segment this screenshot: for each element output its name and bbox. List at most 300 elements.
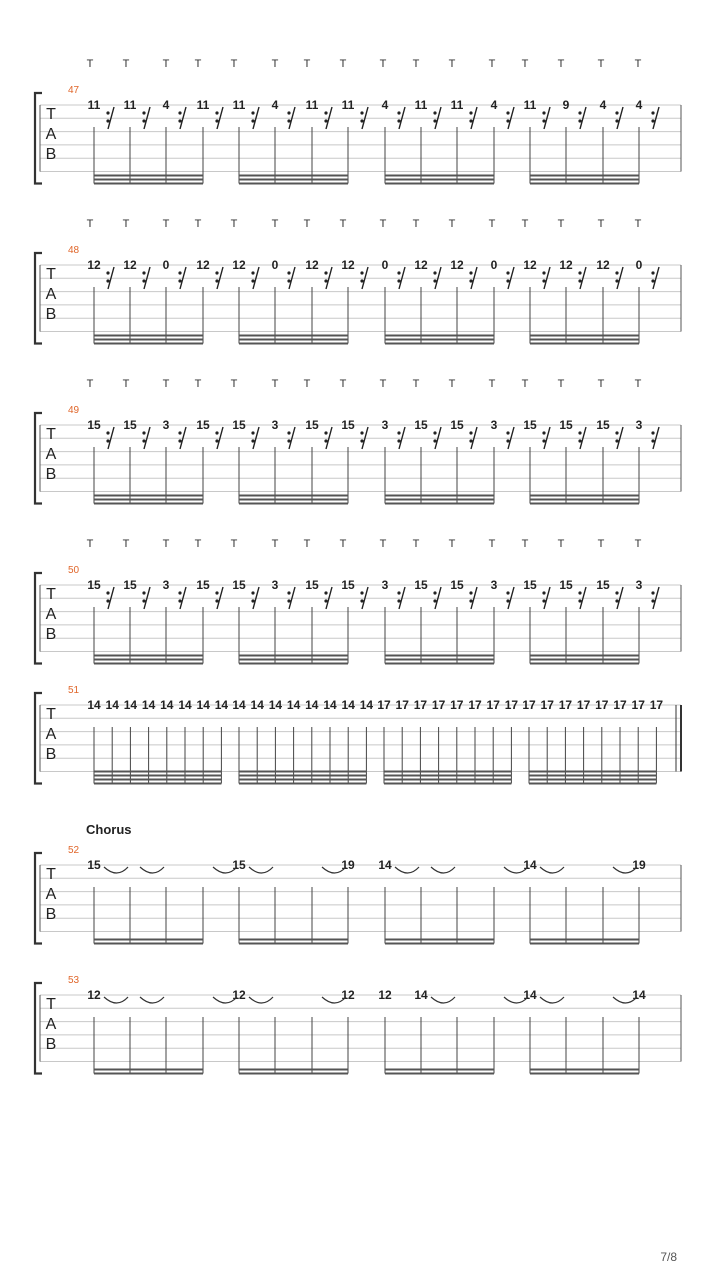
tab-clef-letter: A <box>45 286 57 303</box>
tap-marker: T <box>634 218 642 230</box>
tremolo-dot <box>615 431 618 434</box>
fret-number: 17 <box>613 698 627 712</box>
tap-marker: T <box>162 218 170 230</box>
tap-marker: T <box>597 58 605 70</box>
tap-marker: T <box>194 378 202 390</box>
tap-marker: T <box>557 538 565 550</box>
tremolo-dot <box>106 591 109 594</box>
tremolo-dot <box>287 431 290 434</box>
tap-marker: T <box>271 218 279 230</box>
tap-marker: T <box>271 538 279 550</box>
tap-marker: T <box>194 218 202 230</box>
tremolo-dot <box>397 271 400 274</box>
fret-number: 3 <box>162 578 170 592</box>
fret-number: 4 <box>381 98 389 112</box>
tremolo-dot <box>469 439 472 442</box>
tremolo-dot <box>615 119 618 122</box>
tremolo-dot <box>178 599 181 602</box>
system-bracket <box>35 573 42 664</box>
tremolo-dot <box>106 271 109 274</box>
tie-arc <box>431 867 455 873</box>
tie-arc <box>540 867 564 873</box>
tab-clef-letter: A <box>45 726 57 743</box>
tremolo-dot <box>578 599 581 602</box>
tremolo-dot <box>178 119 181 122</box>
tab-clef-letter: A <box>45 126 57 143</box>
fret-number: 14 <box>232 698 246 712</box>
fret-number: 14 <box>359 698 374 712</box>
tremolo-dot <box>651 271 654 274</box>
fret-number: 15 <box>414 418 428 432</box>
measure-number: 48 <box>68 245 80 256</box>
tap-marker: T <box>379 58 387 70</box>
fret-number: 17 <box>649 698 664 712</box>
fret-number: 14 <box>414 988 428 1002</box>
fret-number: 15 <box>87 418 101 432</box>
tab-clef-letter: T <box>46 996 56 1013</box>
fret-number: 15 <box>596 418 610 432</box>
tap-marker: T <box>557 58 565 70</box>
fret-number: 12 <box>523 258 537 272</box>
tap-marker: T <box>122 538 130 550</box>
tap-marker: T <box>122 378 130 390</box>
fret-number: 12 <box>196 258 210 272</box>
tremolo-dot <box>506 599 509 602</box>
tremolo-dot <box>178 439 181 442</box>
tremolo-dot <box>215 271 218 274</box>
tap-marker: T <box>303 58 311 70</box>
tremolo-dot <box>215 591 218 594</box>
fret-number: 14 <box>123 698 138 712</box>
tie-arc <box>104 997 128 1003</box>
fret-number: 17 <box>558 698 573 712</box>
fret-number: 15 <box>523 578 537 592</box>
measure-number: 50 <box>68 565 80 576</box>
tremolo-dot <box>324 431 327 434</box>
tremolo-dot <box>397 591 400 594</box>
fret-number: 14 <box>178 698 192 712</box>
tremolo-dot <box>251 111 254 114</box>
tremolo-dot <box>287 119 290 122</box>
tremolo-dot <box>542 431 545 434</box>
fret-number: 17 <box>431 698 446 712</box>
measure-number: 51 <box>68 685 80 696</box>
fret-number: 12 <box>341 988 355 1002</box>
tremolo-dot <box>433 439 436 442</box>
tap-marker: T <box>634 378 642 390</box>
fret-number: 15 <box>450 418 464 432</box>
tremolo-dot <box>324 599 327 602</box>
tap-marker: T <box>162 378 170 390</box>
tie-arc <box>104 867 128 873</box>
tremolo-dot <box>251 591 254 594</box>
fret-number: 12 <box>232 988 246 1002</box>
tremolo-dot <box>433 119 436 122</box>
tap-marker: T <box>230 218 238 230</box>
tremolo-dot <box>142 119 145 122</box>
fret-number: 4 <box>162 98 170 112</box>
fret-number: 11 <box>450 98 464 112</box>
tap-marker: T <box>379 538 387 550</box>
tremolo-dot <box>469 119 472 122</box>
tremolo-dot <box>178 111 181 114</box>
page-number: 7/8 <box>660 1250 677 1264</box>
tap-marker: T <box>194 538 202 550</box>
fret-number: 19 <box>632 858 646 872</box>
fret-number: 3 <box>271 578 279 592</box>
fret-number: 11 <box>87 98 101 112</box>
fret-number: 15 <box>123 578 137 592</box>
system-bracket <box>35 413 42 504</box>
fret-number: 12 <box>596 258 610 272</box>
tremolo-dot <box>287 271 290 274</box>
measure-number: 53 <box>68 975 80 986</box>
fret-number: 14 <box>105 698 119 712</box>
tremolo-dot <box>506 431 509 434</box>
tremolo-dot <box>651 591 654 594</box>
fret-number: 15 <box>196 578 210 592</box>
tap-marker: T <box>379 218 387 230</box>
tremolo-dot <box>578 119 581 122</box>
tremolo-dot <box>178 431 181 434</box>
tremolo-dot <box>651 279 654 282</box>
tremolo-dot <box>397 111 400 114</box>
tap-marker: T <box>634 538 642 550</box>
tab-clef-letter: T <box>46 106 56 123</box>
tremolo-dot <box>651 439 654 442</box>
tremolo-dot <box>469 431 472 434</box>
tremolo-dot <box>324 119 327 122</box>
fret-number: 12 <box>87 258 101 272</box>
tremolo-dot <box>433 599 436 602</box>
measure-number: 49 <box>68 405 80 416</box>
tremolo-dot <box>542 119 545 122</box>
fret-number: 0 <box>635 258 643 272</box>
tap-marker: T <box>448 218 456 230</box>
tap-marker: T <box>521 218 529 230</box>
tab-clef-letter: B <box>45 746 57 763</box>
tremolo-dot <box>324 111 327 114</box>
fret-number: 15 <box>232 418 246 432</box>
fret-number: 11 <box>232 98 246 112</box>
tap-marker: T <box>448 538 456 550</box>
tap-marker: T <box>162 58 170 70</box>
tap-marker: T <box>488 538 496 550</box>
tap-marker: T <box>448 58 456 70</box>
fret-number: 3 <box>635 578 643 592</box>
tremolo-dot <box>360 279 363 282</box>
tremolo-dot <box>106 119 109 122</box>
fret-number: 12 <box>378 988 392 1002</box>
tap-marker: T <box>412 378 420 390</box>
fret-number: 14 <box>323 698 337 712</box>
tap-marker: T <box>597 378 605 390</box>
tremolo-dot <box>542 279 545 282</box>
fret-number: 15 <box>305 578 319 592</box>
tremolo-dot <box>360 439 363 442</box>
tremolo-dot <box>469 279 472 282</box>
fret-number: 17 <box>486 698 500 712</box>
fret-number: 0 <box>162 258 170 272</box>
fret-number: 15 <box>341 418 355 432</box>
measure-number: 47 <box>68 85 80 96</box>
tap-marker: T <box>303 538 311 550</box>
fret-number: 11 <box>414 98 428 112</box>
tap-marker: T <box>339 378 347 390</box>
tremolo-dot <box>651 119 654 122</box>
fret-number: 11 <box>523 98 537 112</box>
fret-number: 11 <box>305 98 319 112</box>
tap-marker: T <box>412 58 420 70</box>
tremolo-dot <box>142 111 145 114</box>
tap-marker: T <box>271 58 279 70</box>
fret-number: 19 <box>341 858 355 872</box>
fret-number: 14 <box>305 698 319 712</box>
fret-number: 15 <box>232 858 246 872</box>
fret-number: 3 <box>635 418 643 432</box>
fret-number: 12 <box>232 258 246 272</box>
fret-number: 14 <box>378 858 392 872</box>
fret-number: 3 <box>162 418 170 432</box>
tremolo-dot <box>178 591 181 594</box>
tremolo-dot <box>324 591 327 594</box>
tap-marker: T <box>412 538 420 550</box>
fret-number: 12 <box>341 258 355 272</box>
fret-number: 3 <box>490 578 498 592</box>
tap-marker: T <box>122 58 130 70</box>
tremolo-dot <box>360 111 363 114</box>
fret-number: 14 <box>268 698 283 712</box>
tremolo-dot <box>397 439 400 442</box>
fret-number: 12 <box>450 258 464 272</box>
fret-number: 17 <box>540 698 554 712</box>
fret-number: 3 <box>490 418 498 432</box>
fret-number: 17 <box>468 698 482 712</box>
tremolo-dot <box>542 111 545 114</box>
tab-clef-letter: B <box>45 1036 57 1053</box>
system-bracket <box>35 253 42 344</box>
tremolo-dot <box>142 591 145 594</box>
tremolo-dot <box>215 111 218 114</box>
tremolo-dot <box>215 439 218 442</box>
fret-number: 12 <box>305 258 319 272</box>
fret-number: 14 <box>196 698 210 712</box>
fret-number: 4 <box>490 98 498 112</box>
tremolo-dot <box>106 439 109 442</box>
tremolo-dot <box>251 431 254 434</box>
tremolo-dot <box>469 591 472 594</box>
fret-number: 15 <box>232 578 246 592</box>
tap-marker: T <box>597 538 605 550</box>
tap-marker: T <box>521 58 529 70</box>
tremolo-dot <box>615 599 618 602</box>
tremolo-dot <box>433 431 436 434</box>
fret-number: 0 <box>271 258 279 272</box>
fret-number: 15 <box>450 578 464 592</box>
tap-marker: T <box>597 218 605 230</box>
tab-clef-letter: T <box>46 426 56 443</box>
tremolo-dot <box>469 599 472 602</box>
tremolo-dot <box>360 271 363 274</box>
tremolo-dot <box>542 271 545 274</box>
tap-marker: T <box>557 378 565 390</box>
fret-number: 15 <box>87 858 101 872</box>
tremolo-dot <box>142 271 145 274</box>
fret-number: 14 <box>286 698 301 712</box>
fret-number: 14 <box>87 698 101 712</box>
tap-marker: T <box>86 218 94 230</box>
tremolo-dot <box>178 271 181 274</box>
tremolo-dot <box>360 591 363 594</box>
fret-number: 17 <box>377 698 391 712</box>
tie-arc <box>140 997 164 1003</box>
tremolo-dot <box>542 439 545 442</box>
measure-number: 52 <box>68 845 80 856</box>
tap-marker: T <box>448 378 456 390</box>
tremolo-dot <box>469 111 472 114</box>
tap-marker: T <box>634 58 642 70</box>
fret-number: 14 <box>160 698 174 712</box>
tab-clef-letter: A <box>45 606 57 623</box>
tap-marker: T <box>162 538 170 550</box>
system-bracket <box>35 93 42 184</box>
fret-number: 15 <box>87 578 101 592</box>
fret-number: 17 <box>631 698 645 712</box>
fret-number: 12 <box>123 258 137 272</box>
tremolo-dot <box>433 591 436 594</box>
tremolo-dot <box>360 599 363 602</box>
tap-marker: T <box>557 218 565 230</box>
fret-number: 11 <box>196 98 210 112</box>
fret-number: 17 <box>595 698 609 712</box>
tap-marker: T <box>488 218 496 230</box>
tremolo-dot <box>287 279 290 282</box>
fret-number: 11 <box>123 98 137 112</box>
tremolo-dot <box>106 431 109 434</box>
tap-marker: T <box>339 218 347 230</box>
fret-number: 15 <box>196 418 210 432</box>
tap-marker: T <box>230 58 238 70</box>
section-label-chorus: Chorus <box>86 822 132 837</box>
tremolo-dot <box>578 439 581 442</box>
tap-marker: T <box>86 378 94 390</box>
fret-number: 14 <box>214 698 229 712</box>
tremolo-dot <box>397 431 400 434</box>
tremolo-dot <box>251 279 254 282</box>
tab-clef-letter: T <box>46 866 56 883</box>
tremolo-dot <box>142 279 145 282</box>
fret-number: 17 <box>413 698 428 712</box>
tap-marker: T <box>521 378 529 390</box>
tremolo-dot <box>215 279 218 282</box>
tab-clef-letter: B <box>45 626 57 643</box>
tremolo-dot <box>215 119 218 122</box>
tremolo-dot <box>506 591 509 594</box>
fret-number: 4 <box>271 98 279 112</box>
fret-number: 3 <box>381 578 389 592</box>
tremolo-dot <box>251 439 254 442</box>
tap-marker: T <box>271 378 279 390</box>
tremolo-dot <box>142 439 145 442</box>
tab-clef-letter: T <box>46 266 56 283</box>
tremolo-dot <box>433 271 436 274</box>
tremolo-dot <box>469 271 472 274</box>
tab-clef-letter: B <box>45 466 57 483</box>
fret-number: 15 <box>559 578 573 592</box>
tremolo-dot <box>542 591 545 594</box>
tab-clef-letter: T <box>46 586 56 603</box>
fret-number: 17 <box>504 698 519 712</box>
fret-number: 12 <box>559 258 573 272</box>
fret-number: 17 <box>450 698 464 712</box>
tremolo-dot <box>578 279 581 282</box>
tab-clef-letter: T <box>46 706 56 723</box>
fret-number: 12 <box>414 258 428 272</box>
fret-number: 11 <box>341 98 355 112</box>
tremolo-dot <box>178 279 181 282</box>
tie-arc <box>249 867 273 873</box>
fret-number: 15 <box>523 418 537 432</box>
tremolo-dot <box>578 271 581 274</box>
fret-number: 14 <box>141 698 156 712</box>
tremolo-dot <box>433 279 436 282</box>
tremolo-dot <box>397 599 400 602</box>
tremolo-dot <box>360 431 363 434</box>
tremolo-dot <box>506 111 509 114</box>
tab-clef-letter: B <box>45 306 57 323</box>
tremolo-dot <box>615 111 618 114</box>
tap-marker: T <box>122 218 130 230</box>
tremolo-dot <box>615 591 618 594</box>
tremolo-dot <box>287 599 290 602</box>
tap-marker: T <box>379 378 387 390</box>
fret-number: 15 <box>414 578 428 592</box>
tremolo-dot <box>615 279 618 282</box>
tremolo-dot <box>615 271 618 274</box>
fret-number: 17 <box>395 698 409 712</box>
tremolo-dot <box>615 439 618 442</box>
system-bracket <box>35 693 42 784</box>
tie-arc <box>140 867 164 873</box>
fret-number: 0 <box>490 258 498 272</box>
tremolo-dot <box>324 279 327 282</box>
tremolo-dot <box>215 431 218 434</box>
tremolo-dot <box>287 439 290 442</box>
tap-marker: T <box>230 378 238 390</box>
tap-marker: T <box>339 538 347 550</box>
tap-marker: T <box>339 58 347 70</box>
tremolo-dot <box>506 119 509 122</box>
tap-marker: T <box>86 538 94 550</box>
fret-number: 12 <box>87 988 101 1002</box>
system-bracket <box>35 983 42 1074</box>
tremolo-dot <box>506 271 509 274</box>
tremolo-dot <box>106 599 109 602</box>
fret-number: 17 <box>576 698 591 712</box>
tap-marker: T <box>230 538 238 550</box>
fret-number: 17 <box>522 698 536 712</box>
tie-arc <box>431 997 455 1003</box>
tremolo-dot <box>360 119 363 122</box>
fret-number: 14 <box>632 988 646 1002</box>
fret-number: 14 <box>523 988 537 1002</box>
fret-number: 0 <box>381 258 389 272</box>
tremolo-dot <box>651 431 654 434</box>
tremolo-dot <box>397 119 400 122</box>
tremolo-dot <box>506 439 509 442</box>
tremolo-dot <box>651 599 654 602</box>
tremolo-dot <box>651 111 654 114</box>
